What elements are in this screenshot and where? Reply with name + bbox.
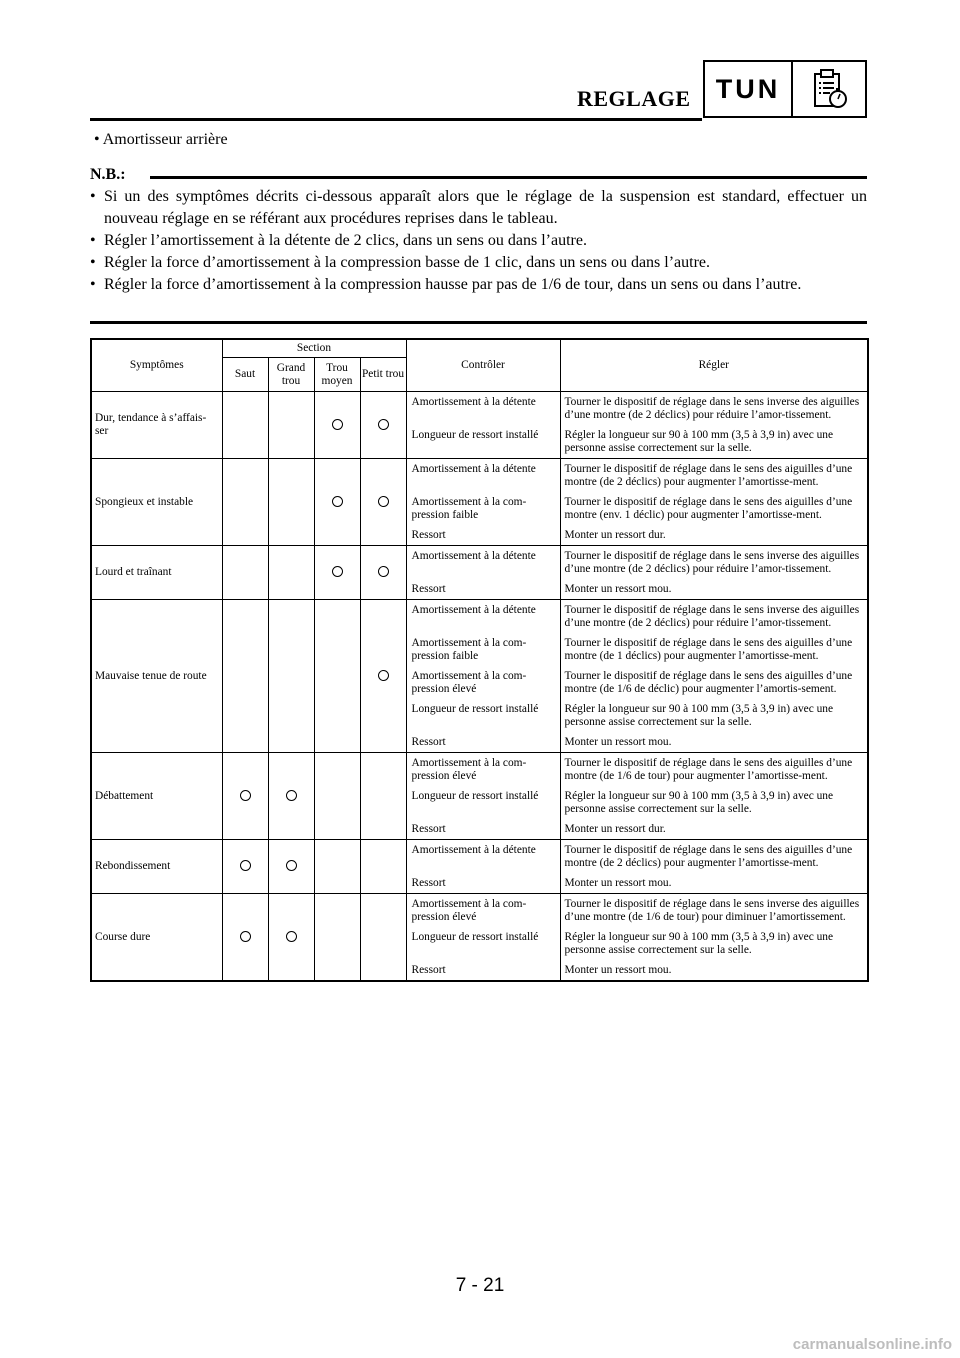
note-list — [90, 186, 867, 296]
adjust-cell: Monter un ressort mou. — [560, 873, 868, 894]
section-mark-cell — [268, 546, 314, 600]
header-rule — [90, 118, 702, 121]
circle-mark-icon — [286, 790, 297, 801]
check-cell: Ressort — [406, 579, 560, 600]
adjust-cell: Tourner le dispositif de réglage dans le sens des aiguilles d’une montre (de 1/6 de déclic) pour augmenter l’amortis-sement. — [560, 666, 868, 699]
header-symptoms: Symptômes — [91, 339, 222, 392]
table-row — [91, 392, 868, 426]
note-item: • Régler l’amortissement à la détente de 2 clics, dans un sens ou dans l’autre. — [90, 230, 867, 252]
section-mark-cell — [222, 459, 268, 546]
adjust-cell: Tourner le dispositif de réglage dans le sens inverse des aiguilles d’une montre (de 2 déclics) pour réduire l’amor-tissement. — [560, 392, 868, 426]
header-grand-trou: Grand trou — [268, 358, 314, 392]
note-item: • Si un des symptômes décrits ci-dessous apparaît alors que le réglage de la suspension est standard, effectuer un nouveau réglage en se référant aux procédures reprises dans le tableau. — [90, 186, 867, 230]
symptom-cell: Lourd et traînant — [91, 546, 222, 600]
symptom-cell: Spongieux et instable — [91, 459, 222, 546]
adjust-cell: Tourner le dispositif de réglage dans le sens des aiguilles d’une montre (de 2 déclics) pour augmenter l’amortisse-ment. — [560, 459, 868, 493]
section-mark-cell — [314, 600, 360, 753]
symptom-cell: Débattement — [91, 753, 222, 840]
table-row — [91, 546, 868, 580]
section-mark-cell — [268, 753, 314, 840]
page-number: 7 - 21 — [455, 1275, 505, 1296]
circle-mark-icon — [286, 931, 297, 942]
check-cell: Longueur de ressort installé — [406, 699, 560, 732]
circle-mark-icon — [240, 931, 251, 942]
symptom-cell: Course dure — [91, 894, 222, 982]
header-trou-moyen: Trou moyen — [314, 358, 360, 392]
circle-mark-icon — [332, 419, 343, 430]
note-title: N.B.: — [90, 166, 132, 184]
check-cell: Ressort — [406, 960, 560, 981]
adjust-cell: Tourner le dispositif de réglage dans le sens inverse des aiguilles d’une montre (de 2 déclics) pour réduire l’amor-tissement. — [560, 546, 868, 580]
section-mark-cell — [268, 894, 314, 982]
section-mark-cell — [314, 753, 360, 840]
check-cell: Amortissement à la com-pression élevé — [406, 753, 560, 787]
adjust-cell: Tourner le dispositif de réglage dans le sens inverse des aiguilles d’une montre (de 1/6 de tour) pour diminuer l’amortissement. — [560, 894, 868, 928]
section-code: TUN — [705, 62, 793, 116]
circle-mark-icon — [332, 496, 343, 507]
circle-mark-icon — [378, 670, 389, 681]
circle-mark-icon — [378, 419, 389, 430]
check-cell: Amortissement à la détente — [406, 600, 560, 634]
section-mark-cell — [360, 459, 406, 546]
circle-mark-icon — [286, 860, 297, 871]
section-mark-cell — [222, 392, 268, 459]
section-mark-cell — [268, 600, 314, 753]
header-saut: Saut — [222, 358, 268, 392]
watermark: carmanualsonline.info — [792, 1336, 952, 1353]
clipboard-stopwatch-icon — [793, 62, 865, 116]
note-rule — [150, 176, 867, 179]
intro-bullet-text: Amortisseur arrière — [102, 131, 228, 148]
table-row — [91, 600, 868, 634]
adjust-cell: Monter un ressort mou. — [560, 579, 868, 600]
adjust-cell: Tourner le dispositif de réglage dans le sens des aiguilles d’une montre (de 1 déclics) pour augmenter l’amortisse-ment. — [560, 633, 868, 666]
section-mark-cell — [268, 459, 314, 546]
adjust-cell: Régler la longueur sur 90 à 100 mm (3,5 à 3,9 in) avec une personne assise correctement sur la selle. — [560, 425, 868, 459]
circle-mark-icon — [378, 496, 389, 507]
suspension-troubleshooting-table — [90, 338, 869, 982]
section-mark-cell — [360, 840, 406, 894]
section-mark-cell — [314, 392, 360, 459]
check-cell: Amortissement à la com-pression élevé — [406, 894, 560, 928]
check-cell: Longueur de ressort installé — [406, 425, 560, 459]
section-mark-cell — [314, 546, 360, 600]
table-row — [91, 894, 868, 928]
check-cell: Amortissement à la com-pression faible — [406, 492, 560, 525]
circle-mark-icon — [332, 566, 343, 577]
table-body — [91, 392, 868, 982]
page-section-title: REGLAGE — [577, 86, 691, 111]
note-item: • Régler la force d’amortissement à la compression hausse par pas de 1/6 de tour, dans un sens ou dans l’autre. — [90, 274, 867, 296]
section-mark-cell — [314, 894, 360, 982]
table-row — [91, 753, 868, 787]
header-check: Contrôler — [406, 339, 560, 392]
section-mark-cell — [222, 600, 268, 753]
check-cell: Longueur de ressort installé — [406, 786, 560, 819]
circle-mark-icon — [240, 860, 251, 871]
check-cell: Ressort — [406, 732, 560, 753]
adjust-cell: Régler la longueur sur 90 à 100 mm (3,5 à 3,9 in) avec une personne assise correctement sur la selle. — [560, 699, 868, 732]
adjust-cell: Monter un ressort dur. — [560, 525, 868, 546]
section-mark-cell — [222, 753, 268, 840]
section-mark-cell — [360, 392, 406, 459]
section-mark-cell — [222, 546, 268, 600]
check-cell: Amortissement à la détente — [406, 546, 560, 580]
section-mark-cell — [360, 894, 406, 982]
header-adjust: Régler — [560, 339, 868, 392]
note-item: • Régler la force d’amortissement à la compression basse de 1 clic, dans un sens ou dans l’autre. — [90, 252, 867, 274]
check-cell: Longueur de ressort installé — [406, 927, 560, 960]
table-row — [91, 459, 868, 493]
table-row — [91, 840, 868, 874]
check-cell: Amortissement à la com-pression faible — [406, 633, 560, 666]
adjust-cell: Monter un ressort mou. — [560, 960, 868, 981]
section-mark-cell — [360, 546, 406, 600]
check-cell: Amortissement à la détente — [406, 392, 560, 426]
check-cell: Amortissement à la com-pression élevé — [406, 666, 560, 699]
header-section: Section — [222, 339, 406, 358]
adjust-cell: Régler la longueur sur 90 à 100 mm (3,5 à 3,9 in) avec une personne assise correctement sur la selle. — [560, 927, 868, 960]
check-cell: Ressort — [406, 525, 560, 546]
check-cell: Amortissement à la détente — [406, 459, 560, 493]
circle-mark-icon — [378, 566, 389, 577]
symptom-cell: Mauvaise tenue de route — [91, 600, 222, 753]
section-mark-cell — [360, 753, 406, 840]
section-mark-cell — [222, 840, 268, 894]
adjust-cell: Tourner le dispositif de réglage dans le sens des aiguilles d’une montre (de 2 déclics) pour augmenter l’amortisse-ment. — [560, 840, 868, 874]
check-cell: Amortissement à la détente — [406, 840, 560, 874]
symptom-cell: Rebondissement — [91, 840, 222, 894]
adjust-cell: Tourner le dispositif de réglage dans le sens des aiguilles d’une montre (env. 1 déclic) pour augmenter l’amortisse-ment. — [560, 492, 868, 525]
section-badge — [703, 60, 867, 118]
section-mark-cell — [314, 840, 360, 894]
intro-bullet: • Amortisseur arrière — [94, 131, 228, 148]
adjust-cell: Tourner le dispositif de réglage dans le sens des aiguilles d’une montre (de 1/6 de tour) pour augmenter l’amortisse-ment. — [560, 753, 868, 787]
section-mark-cell — [360, 600, 406, 753]
check-cell: Ressort — [406, 819, 560, 840]
circle-mark-icon — [240, 790, 251, 801]
section-mark-cell — [268, 392, 314, 459]
header-petit-trou: Petit trou — [360, 358, 406, 392]
adjust-cell: Monter un ressort dur. — [560, 819, 868, 840]
adjust-cell: Monter un ressort mou. — [560, 732, 868, 753]
adjust-cell: Régler la longueur sur 90 à 100 mm (3,5 à 3,9 in) avec une personne assise correctement sur la selle. — [560, 786, 868, 819]
note-end-rule — [90, 321, 867, 324]
adjust-cell: Tourner le dispositif de réglage dans le sens inverse des aiguilles d’une montre (de 2 déclics) pour réduire l’amor-tissement. — [560, 600, 868, 634]
note-heading — [90, 166, 867, 184]
symptom-cell: Dur, tendance à s’affais-ser — [91, 392, 222, 459]
section-mark-cell — [268, 840, 314, 894]
section-mark-cell — [222, 894, 268, 982]
check-cell: Ressort — [406, 873, 560, 894]
section-mark-cell — [314, 459, 360, 546]
